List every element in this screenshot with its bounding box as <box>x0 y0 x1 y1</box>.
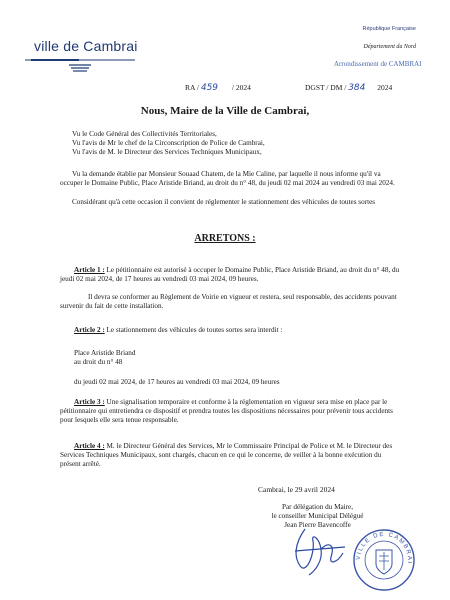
dgst-reference <box>305 83 392 93</box>
city-date: Cambrai, le 29 avril 2024 <box>258 485 335 494</box>
dgst-label: DGST / DM / <box>305 83 347 92</box>
article-2-droit: au droit du n° 48 <box>74 357 123 366</box>
vu-item: Vu l'avis de M. le Directeur des Services Techniques Municipaux, <box>72 147 262 156</box>
article-3-text: Une signalisation temporaire et conforme à la réglementation en vigueur sera mise en place par le pétitionnaire qui entretiendra ce dispositif et prendra toutes les dispositions nécessaires pour prévenir tous accidents pour lesquels elle sera tenue responsable. <box>60 398 393 424</box>
republique-label: République Française <box>362 26 416 32</box>
ra-year: / 2024 <box>231 83 251 92</box>
dgst-number: 384 <box>348 83 366 93</box>
article-2-text: Le stationnement des véhicules de toutes sortes sera interdit : <box>104 326 283 334</box>
article-2-location <box>74 349 135 367</box>
article-2-dates: du jeudi 02 mai 2024, de 17 heures au vendredi 03 mai 2024, 09 heures <box>74 378 280 386</box>
article-1-text: Le pétitionnaire est autorisé à occuper le Domaine Public, Place Aristide Briand, au droit du n° 48, du jeudi 02 mai 2024, de 17 heures au vendredi 03 mai 2024, 09 heures. <box>60 266 400 283</box>
signature-line-1: Par délégation du Maire, <box>281 503 354 511</box>
vu-item: Vu l'avis de Mr le chef de la Circonscription de Police de Cambrai, <box>72 138 265 147</box>
article-1 <box>60 266 400 284</box>
arretons-text: ARRETONS : <box>194 233 256 244</box>
article-1-responsibility: Il devra se conformer au Règlement de Voirie en vigueur et restera, seul responsable, des accidents pouvant survenir du fait de cette installation. <box>60 293 397 310</box>
page-title: Nous, Maire de la Ville de Cambrai, <box>140 105 310 117</box>
city-logo-text: ville de Cambrai <box>34 38 138 54</box>
official-stamp <box>352 528 416 592</box>
article-2-place: Place Aristide Briand <box>74 349 136 357</box>
dgst-year: 2024 <box>377 83 393 92</box>
arrondissement-label: Arrondissement de CAMBRAI <box>334 60 422 68</box>
article-2 <box>74 326 394 335</box>
article-4-label: Article 4 : <box>74 442 105 450</box>
article-1-label: Article 1 : <box>74 266 105 274</box>
departement-label: Département du Nord <box>363 44 416 50</box>
signature-line-3: Jean Pierre Bavencoffe <box>284 520 351 529</box>
article-4 <box>60 442 400 468</box>
article-2-label: Article 2 : <box>74 326 105 334</box>
article-3 <box>60 398 400 424</box>
vu-list <box>72 130 265 156</box>
ra-reference <box>185 83 251 93</box>
city-logo-swoosh <box>25 56 145 76</box>
paragraph-considerant: Considérant qu'à cette occasion il convient de réglementer le stationnement des véhicules de toutes sortes <box>72 198 376 206</box>
article-4-text: M. le Directeur Général des Services, Mr le Commissaire Principal de Police et M. le Directeur des Services Techniques Municipaux, sont chargés, chacun en ce qui le concerne, de veiller à la bonne exécution du présent arrêté. <box>60 442 393 468</box>
ra-label: RA / <box>185 83 199 92</box>
signature-line-2: le conseiller Municipal Délégué <box>271 511 364 520</box>
article-3-label: Article 3 : <box>74 398 105 406</box>
handwritten-signature <box>285 523 355 578</box>
vu-item: Vu le Code Général des Collectivités Territoriales, <box>72 130 217 138</box>
paragraph-demande: Vu la demande établie par Monsieur Souaad Chatem, de la Mie Caline, par laquelle il nous informe qu'il va occuper le Domaine Public, Place Aristide Briand, au droit du n° 48, du jeudi 02 mai 2024 au vendredi 03 mai 2024. <box>60 170 395 187</box>
ra-number: 459 <box>200 83 219 93</box>
arretons-heading <box>0 233 450 244</box>
svg-text:VILLE DE CAMBRAI: VILLE DE CAMBRAI <box>355 531 413 565</box>
